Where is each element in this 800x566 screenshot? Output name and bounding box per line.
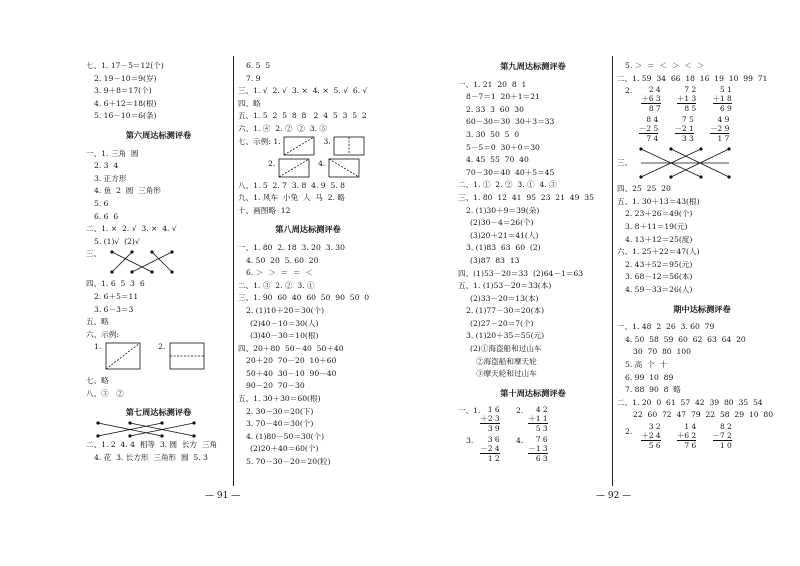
page-number-left: — 91 — <box>205 491 241 501</box>
answer-line: 2. 33 3 60 30 <box>466 104 524 114</box>
column-divider <box>233 56 234 486</box>
answer-line: 5. 6 <box>94 198 109 208</box>
answer-line: 五、1. (1)53－20＝33(本) <box>458 281 552 291</box>
calc-operand: －2 5 <box>639 124 659 134</box>
answer-line: (2)30－4＝26(个) <box>470 218 534 228</box>
vertical-calc <box>480 435 499 463</box>
calc-operand: ＋1 3 <box>677 94 697 104</box>
answer-line: (2)27－20＝7(个) <box>470 318 534 328</box>
answer-line: 二、1. ③ 2. ② 3. ① <box>238 280 315 290</box>
answer-line: 3. 8＋11＝19(元) <box>625 221 688 231</box>
answer-line: 3. 9＋8＝17(个) <box>94 86 152 96</box>
answer-line: 4. <box>516 436 524 446</box>
vertical-calc <box>641 422 660 450</box>
answer-line: 七、1. 17－5＝12(个) <box>86 61 164 70</box>
answer-line: 2. <box>516 406 524 416</box>
answer-line: (3)87 83 13 <box>470 255 520 265</box>
answer-line: 2. <box>625 426 633 436</box>
matching-diagram <box>104 248 184 276</box>
answer-line: 3. (1)20＋35＝55(元) <box>466 331 545 341</box>
answer-line: (2)33－20＝13(本) <box>470 293 539 303</box>
answer-line: 4. 6＋12＝18(根) <box>94 98 157 108</box>
answer-line: 六、1. ④ 2. ② ② 3. ⑤ <box>238 123 328 133</box>
answer-line: 五、1. 5 2 5 8 8 2 4 5 3 5 2 <box>238 111 367 121</box>
answer-line: 2. 23＋26＝49(个) <box>625 209 693 219</box>
calc-operand: ＋2 3 <box>480 414 500 424</box>
answer-line: 一、1. <box>458 406 481 416</box>
answer-line: 3. 68－12＝56(本) <box>625 272 693 282</box>
calc-result: 1 2 <box>487 454 500 464</box>
answer-line: 一、1. 21 20 8 1 <box>458 79 527 89</box>
answer-line: 二、1. 59 34 66 18 16 19 10 99 71 <box>617 73 768 83</box>
answer-line: 2. <box>625 86 633 96</box>
calc-operand: －1 3 <box>528 444 548 454</box>
calc-operand: 4 9 <box>717 115 730 125</box>
column-divider <box>612 56 613 486</box>
calc-result: 7 4 <box>646 134 659 144</box>
answer-line: (2)20＋40＝60(个) <box>250 444 319 454</box>
answer-line: 5. 16－10＝6(条) <box>94 111 157 121</box>
vertical-calc <box>710 115 729 143</box>
calc-result: 6 9 <box>719 104 732 114</box>
calc-result: 8 5 <box>684 104 697 114</box>
answer-line: 4. 50 20 5. 60 20 <box>246 255 319 265</box>
answer-line: 三、 <box>86 249 102 259</box>
answer-line: 5. 高 个 十 <box>625 359 668 369</box>
vertical-calc <box>641 85 660 113</box>
answer-line: 2. 43＋52＝95(元) <box>625 259 693 269</box>
grid-figure-4 <box>328 158 360 178</box>
figure-number: 2. <box>268 158 276 168</box>
calc-operand: 1 6 <box>487 405 500 415</box>
calc-result: 5 6 <box>648 440 661 450</box>
calc-operand: 5 1 <box>719 85 732 95</box>
right-col-2 <box>617 60 787 452</box>
calc-result: 1 0 <box>719 440 732 450</box>
answer-line: 2. (1)10＋20＝30(个) <box>246 305 325 315</box>
calc-operand: 7 6 <box>535 435 548 445</box>
vertical-calc <box>528 405 547 433</box>
matching-diagram-week7 <box>92 419 202 439</box>
answer-line: 七、示例: <box>238 136 271 146</box>
section-title-week7: 第七周达标测评卷 <box>125 407 192 418</box>
answer-line: 3. 70－40＝30(个) <box>246 419 314 429</box>
answer-line: 二、1. 2 4. 4 相等 3. 圆 长方 三角 <box>86 440 218 450</box>
answer-line: 二、1. 20 0 61 57 42 39 80 35 54 <box>617 397 763 407</box>
answer-line: 三、1. √ 2. √ 3. × 4. × 5. √ 6. √ <box>238 86 368 96</box>
answer-line: 60－30＝30 30＋3＝33 <box>466 117 555 127</box>
answer-line: 2. (1)77－30＝20(本) <box>466 306 545 316</box>
grid-figure-3 <box>333 136 365 156</box>
section-title-week6: 第六周达标测评卷 <box>125 129 192 140</box>
answer-line: 九、1. 风车 小兔 人 马 2. 略 <box>238 193 345 203</box>
answer-line: 六、1. 25＋22＝47(人) <box>617 247 700 257</box>
calc-operand: ＋1 8 <box>712 94 732 104</box>
answer-line: 4. 50 58 59 60 62 63 64 20 <box>625 334 746 344</box>
answer-line: 20＋20 70－20 10＋60 <box>246 356 337 366</box>
answer-line: 90－20 70－30 <box>246 381 305 391</box>
answer-line: 三、1. 80 12 41 95 23 21 49 35 <box>458 192 594 202</box>
answer-line: (2)40－10＝30(人) <box>250 318 319 328</box>
answer-line: 3. 30 50 5 0 <box>466 129 520 139</box>
calc-operand: 8 4 <box>646 115 659 125</box>
figure-number: 1. <box>273 136 281 146</box>
figure-number: 2. <box>158 342 166 352</box>
calc-result: 3 3 <box>681 134 694 144</box>
calc-operand: －2 4 <box>480 444 500 454</box>
vertical-calc <box>675 115 694 143</box>
section-title-week10: 第十周达标测评卷 <box>500 387 566 398</box>
answer-line: 四、25 25 20 <box>617 184 671 194</box>
answer-line: 五、略 <box>86 317 109 327</box>
answer-line: 2. (1)30＋9＝39(朵) <box>466 205 540 215</box>
answer-line: 七、略 <box>86 376 109 386</box>
calc-operand: ＋1 1 <box>528 414 548 424</box>
calc-operand: 4 2 <box>535 405 548 415</box>
vertical-calc <box>528 435 547 463</box>
answer-line: ②海盗船和摩天轮 <box>476 356 537 366</box>
answer-line: 4. 13＋12＝25(度) <box>625 234 693 244</box>
calc-operand: ＋2 4 <box>641 430 661 440</box>
answer-line: 5. (1)√ (2)√ <box>94 236 140 246</box>
calc-operand: 7 2 <box>684 85 697 95</box>
answer-line: 3. (1)83 63 60 (2) <box>466 243 541 253</box>
answer-line: 五、1. 30＋13＝43(根) <box>617 196 700 206</box>
answer-line: 四、略 <box>238 98 261 108</box>
calc-operand: 7 5 <box>681 115 694 125</box>
answer-line: 4. 59－33＝26(人) <box>625 284 693 294</box>
calc-operand: 8 2 <box>719 421 732 431</box>
answer-line: 5－5＝0 30＋0＝30 <box>466 142 540 152</box>
answer-line: 7. 9 <box>246 73 261 83</box>
answer-line: 一、1. 48 2 26 3. 60 79 <box>617 322 715 332</box>
answer-line: 30 70 80 100 <box>633 347 691 357</box>
calc-operand: 3 2 <box>648 421 661 431</box>
section-title-week9: 第九周达标测评卷 <box>500 61 566 71</box>
page-number-right: — 92 — <box>596 491 632 501</box>
answer-line: 八、③ ② <box>86 388 124 398</box>
answer-line: 2. 3 4 <box>94 161 119 171</box>
answer-line: 50＋40 30－10 90－40 <box>246 368 337 378</box>
answer-line: 六、示例: <box>86 329 119 339</box>
answer-line: 三、1. 90 60 40 60 50 90 50 0 <box>238 293 370 303</box>
answer-line: 4. 45 55 70 40 <box>466 155 529 165</box>
calc-result: 8 7 <box>648 104 661 114</box>
answer-line: 四、1. 6 5 3 6 <box>86 279 145 289</box>
answer-line: 3. 正方形 <box>94 173 127 183</box>
left-col-1 <box>86 60 231 464</box>
grid-figure-2 <box>278 158 310 178</box>
calc-operand: 1 4 <box>684 421 697 431</box>
calc-result: 6 3 <box>535 454 548 464</box>
answer-line: 4. (1)80－50＝30(个) <box>246 431 325 441</box>
section-title-midterm: 期中达标测评卷 <box>673 303 731 314</box>
calc-operand: －2 1 <box>674 124 694 134</box>
left-col-2 <box>238 60 378 469</box>
calc-result: 1 7 <box>717 134 730 144</box>
answer-line: 十、画图略 12 <box>238 205 291 215</box>
grid-figure-1 <box>283 136 315 156</box>
figure-number: 1. <box>94 342 102 352</box>
vertical-calc <box>480 405 499 433</box>
calc-operand: ＋6 2 <box>677 430 697 440</box>
calc-operand: ＋6 3 <box>641 94 661 104</box>
calc-operand: －2 9 <box>710 124 730 134</box>
answer-line: 5. 70－30－20＝20(粒) <box>246 457 331 467</box>
answer-line: 2. 19－10＝9(岁) <box>94 73 157 83</box>
answer-line: 6. 99 10 89 <box>625 372 674 382</box>
right-col-1 <box>458 60 608 465</box>
answer-line: 8－7＝1 20＋1＝21 <box>466 92 540 102</box>
answer-line: 6. 5 5 <box>246 61 271 70</box>
answer-line: 2. 6＋5＝11 <box>94 291 139 301</box>
vertical-calc <box>713 422 732 450</box>
calc-operand: 3 6 <box>487 435 500 445</box>
answer-line: (3)20＋21＝41(人) <box>470 230 539 240</box>
answer-line: 70－30＝40 40＋5＝45 <box>466 167 555 177</box>
answer-line: 3. <box>466 436 474 446</box>
matching-diagram-right <box>635 145 735 181</box>
answer-line: 6. 6 6 <box>94 211 119 221</box>
calc-operand: 2 4 <box>648 85 661 95</box>
figure-number: 4. <box>318 158 326 168</box>
calc-result: 7 6 <box>684 440 697 450</box>
vertical-calc <box>677 85 696 113</box>
vertical-calc <box>677 422 696 450</box>
rectangle-split-figure <box>168 341 208 371</box>
answer-line: 5. ＞ ＝ ＜ ＞ ＜ ＞ <box>625 61 705 70</box>
answer-line: 三、 <box>617 158 633 168</box>
answer-line: ③摩天轮和过山车 <box>476 369 537 379</box>
answer-line: 4. 花 3. 长方形 三角形 圆 5. 3 <box>94 452 208 462</box>
answer-line: 3. 6－3＝3 <box>94 304 134 314</box>
answer-line: (2)①海盗船和过山车 <box>470 344 542 354</box>
answer-line: 2. 30－30＝20(下) <box>246 406 314 416</box>
section-title-week8: 第八周达标测评卷 <box>275 224 341 235</box>
answer-line: 八、1. 5 2. 7 3. 8 4. 9 5. 8 <box>238 180 345 190</box>
square-diagonal-figure <box>104 341 144 371</box>
answer-line: (3)40－30＝10(根) <box>250 331 319 341</box>
answer-line: 一、1. 80 2. 18 3. 20 3. 30 <box>238 242 345 252</box>
answer-line: 7. 88 90 8 略 <box>625 385 681 395</box>
answer-line: 五、1. 30＋30＝60(根) <box>238 394 321 404</box>
calc-result: 3 9 <box>487 424 500 434</box>
answer-line: 4. 鱼 2 圆 三角形 <box>94 186 161 196</box>
vertical-calc <box>713 85 732 113</box>
answer-line: 22 60 72 47 79 22 58 29 10 80 <box>633 410 774 420</box>
answer-line: 四、(1)53－20＝33 (2)64－1＝63 <box>458 268 584 278</box>
answer-line: 二、1. ① 2. ② 3. ① 4. ③ <box>458 180 557 190</box>
answer-line: 四、20＋80 50－40 50＋40 <box>238 343 344 353</box>
vertical-calc <box>639 115 658 143</box>
answer-line: 二、1. × 2. √ 3. × 4. √ <box>86 224 177 234</box>
answer-line: 一、1. 三角 圆 <box>86 148 139 158</box>
answer-line: 6. ＞ ＞ ＝ ＝ ＜ <box>246 268 313 278</box>
calc-operand: －7 2 <box>712 430 732 440</box>
calc-result: 5 3 <box>535 424 548 434</box>
figure-number: 3. <box>323 136 331 146</box>
